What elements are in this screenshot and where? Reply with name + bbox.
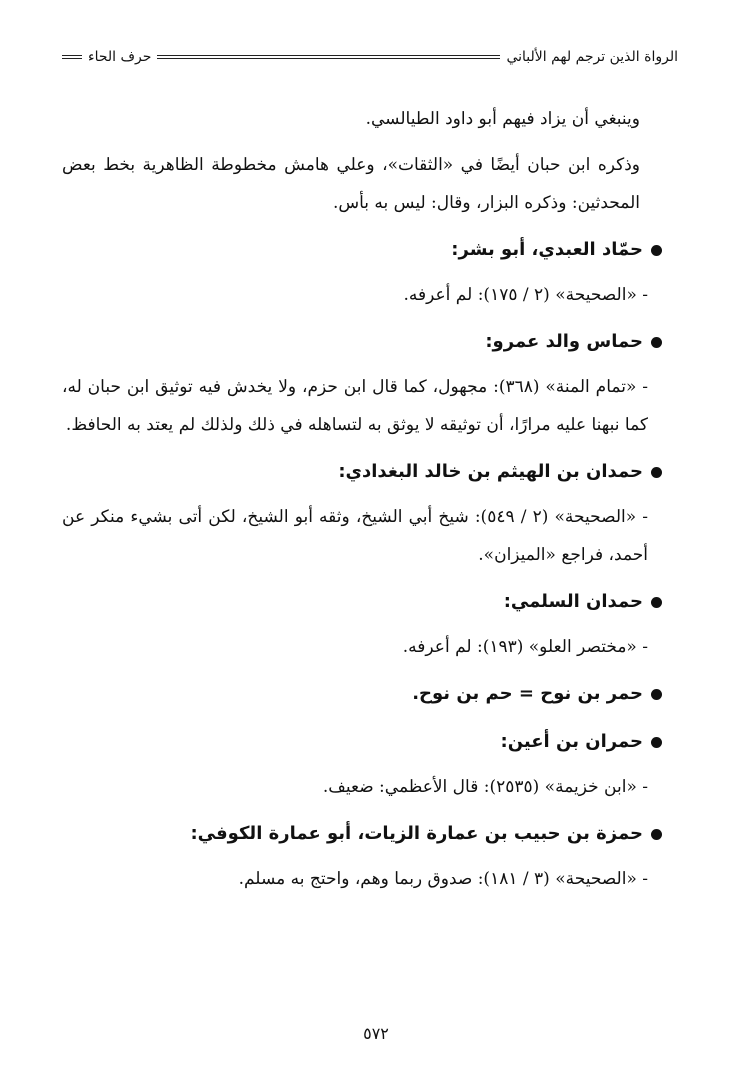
- entry-quote: - «الصحيحة» (٣ / ١٨١): صدوق ربما وهم، واحتج به مسلم.: [238, 869, 648, 889]
- entry-quote: - «الصحيحة» (٢ / ١٧٥): لم أعرفه.: [403, 285, 648, 305]
- running-header: [62, 46, 678, 68]
- bullet-icon: [651, 689, 662, 700]
- entry-quote: - «تمام المنة» (٣٦٨): مجهول، كما قال ابن حزم، ولا يخدش فيه توثيق ابن حبان له، كما نبهنا عليه مرارًا، أن توثيقه لا يوثق به لتساهله في ذلك ولذلك لم يعتد به الحافظ.: [62, 377, 648, 435]
- header-book-title: الرواة الذين ترجم لهم الألباني: [506, 49, 678, 65]
- entry-heading: [62, 230, 662, 270]
- bullet-icon: [651, 245, 662, 256]
- header-rule: [157, 55, 500, 59]
- entry-heading: [62, 722, 662, 762]
- bullet-icon: [651, 337, 662, 348]
- page-number: ٥٧٢: [363, 1024, 389, 1043]
- entry: [62, 322, 662, 444]
- entry: [62, 230, 662, 314]
- entry-name: حماس والد عمرو:: [485, 331, 643, 352]
- header-rule-end: [62, 55, 82, 59]
- bullet-icon: [651, 597, 662, 608]
- entry-heading: [62, 452, 662, 492]
- entry-name: حمّاد العبدي، أبو بشر:: [451, 239, 643, 260]
- entry-quote: - «الصحيحة» (٢ / ٥٤٩): شيخ أبي الشيخ، وثقه أبو الشيخ، لكن أتى بشيء منكر عن أحمد، فراجع «الميزان».: [62, 507, 648, 565]
- entry-name: حمدان السلمي:: [503, 591, 643, 612]
- bullet-icon: [651, 467, 662, 478]
- entry-name: حمر بن نوح = حم بن نوح.: [412, 683, 643, 704]
- header-chapter-title: حرف الحاء: [88, 49, 152, 65]
- entry-heading: [62, 582, 662, 622]
- entry-name: حمزة بن حبيب بن عمارة الزيات، أبو عمارة الكوفي:: [190, 823, 643, 844]
- intro-line-1: وينبغي أن يزاد فيهم أبو داود الطيالسي.: [365, 109, 640, 129]
- entry-heading: [62, 674, 662, 714]
- page-body: [62, 100, 662, 902]
- entry-quote: - «مختصر العلو» (١٩٣): لم أعرفه.: [402, 637, 648, 657]
- entry-name: حمران بن أعين:: [500, 731, 643, 752]
- entry: [62, 722, 662, 806]
- entry: [62, 814, 662, 898]
- entry: [62, 582, 662, 666]
- entry: [62, 452, 662, 574]
- entry-heading: [62, 322, 662, 362]
- entry-quote: - «ابن خزيمة» (٢٥٣٥): قال الأعظمي: ضعيف.: [322, 777, 648, 797]
- entry-name: حمدان بن الهيثم بن خالد البغدادي:: [338, 461, 643, 482]
- bullet-icon: [651, 737, 662, 748]
- entry-heading: [62, 814, 662, 854]
- intro-line-2: وذكره ابن حبان أيضًا في «الثقات»، وعلي هامش مخطوطة الظاهرية بخط بعض المحدثين: وذكره البزار، وقال: ليس به بأس.: [62, 155, 640, 213]
- entry: [62, 674, 662, 714]
- bullet-icon: [651, 829, 662, 840]
